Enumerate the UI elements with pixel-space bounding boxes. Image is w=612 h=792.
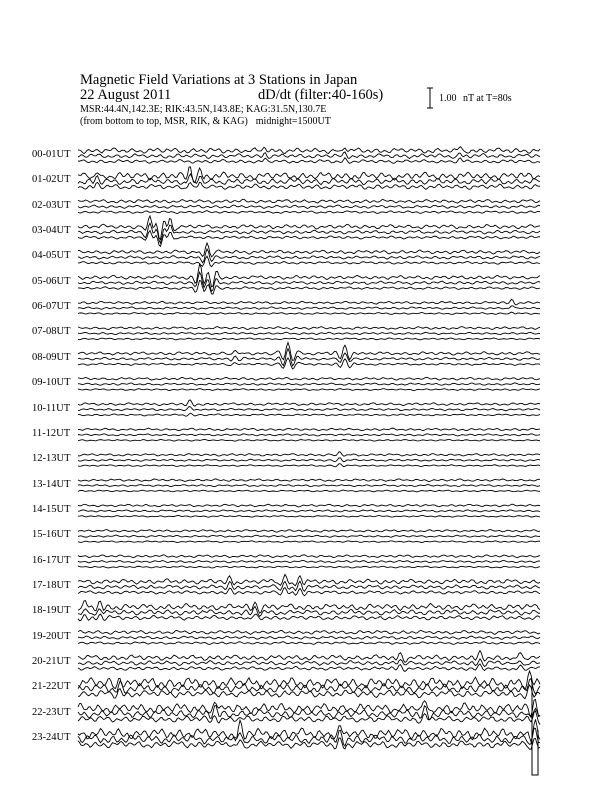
trace-04-05UT-KAG [78,243,540,257]
row-label-08-09UT: 08-09UT [32,351,71,363]
order-note: (from bottom to top, MSR, RIK, & KAG) [80,116,248,127]
trace-00-01UT-RIK [78,152,540,159]
trace-04-05UT-RIK [78,249,540,263]
trace-17-18UT-RIK [78,581,540,591]
trace-00-01UT-KAG [78,147,540,154]
trace-21-22UT-KAG [78,671,540,690]
trace-02-03UT-RIK [78,205,540,208]
trace-09-10UT-MSR [78,389,540,391]
trace-20-21UT-KAG [78,651,540,663]
row-label-20-21UT: 20-21UT [32,656,71,667]
row-label-02-03UT: 02-03UT [32,199,71,211]
trace-16-17UT-MSR [78,566,540,568]
trace-10-11UT-RIK [78,407,540,411]
trace-10-11UT-KAG [78,400,540,406]
row-label-09-10UT: 09-10UT [32,377,71,389]
row-label-16-17UT: 16-17UT [32,554,71,566]
chart-title: Magnetic Field Variations at 3 Stations in Japan [80,72,358,88]
trace-18-19UT-MSR [78,614,540,621]
trace-16-17UT-RIK [78,560,540,562]
trace-09-10UT-RIK [78,383,540,385]
row-label-04-05UT: 04-05UT [32,250,71,262]
trace-17-18UT-MSR [78,588,540,596]
midnight-note: midnight=1500UT [255,116,331,127]
trace-11-12UT-RIK [78,434,540,436]
row-label-12-13UT: 12-13UT [32,453,71,465]
trace-15-16UT-RIK [78,535,540,537]
trace-14-15UT-RIK [78,510,540,512]
trace-01-02UT-MSR [78,182,540,189]
row-label-19-20UT: 19-20UT [32,630,71,642]
trace-19-20UT-KAG [78,630,540,634]
trace-02-03UT-KAG [78,199,540,203]
row-label-23-24UT: 23-24UT [32,732,71,744]
trace-06-07UT-RIK [78,306,540,309]
row-label-00-01UT: 00-01UT [32,149,71,160]
trace-19-20UT-RIK [78,636,540,639]
row-label-10-11UT: 10-11UT [32,402,71,414]
row-label-11-12UT: 11-12UT [32,427,71,439]
trace-15-16UT-MSR [78,541,540,543]
trace-21-22UT-MSR [78,685,540,699]
row-label-06-07UT: 06-07UT [32,301,71,313]
row-label-21-22UT: 21-22UT [32,681,71,693]
trace-07-08UT-MSR [78,338,540,340]
trace-09-10UT-KAG [78,377,540,380]
traces [78,147,540,775]
trace-12-13UT-RIK [78,458,540,462]
trace-08-09UT-RIK [78,349,540,366]
trace-12-13UT-MSR [78,464,540,467]
row-label-01-02UT: 01-02UT [32,174,71,186]
trace-15-16UT-KAG [78,530,540,533]
trace-08-09UT-MSR [78,358,540,369]
trace-18-19UT-RIK [78,606,540,616]
trace-01-02UT-KAG [78,167,540,183]
trace-12-13UT-KAG [78,452,540,456]
trace-20-21UT-MSR [78,664,540,672]
trace-10-11UT-MSR [78,413,540,416]
row-label-15-16UT: 15-16UT [32,529,71,541]
trace-07-08UT-RIK [78,332,540,334]
trace-14-15UT-KAG [78,504,540,507]
trace-13-14UT-RIK [78,485,540,487]
trace-14-15UT-MSR [78,515,540,517]
filter-label: dD/dt (filter:40-160s) [258,87,384,103]
row-label-07-08UT: 07-08UT [32,326,71,338]
trace-19-20UT-MSR [78,642,540,645]
trace-13-14UT-KAG [78,479,540,482]
trace-11-12UT-KAG [78,428,540,431]
trace-07-08UT-KAG [78,327,540,330]
trace-11-12UT-MSR [78,439,540,441]
trace-16-17UT-KAG [78,555,540,558]
date-label: 22 August 2011 [80,87,172,103]
row-label-13-14UT: 13-14UT [32,478,71,490]
trace-17-18UT-KAG [78,574,540,585]
row-label-05-06UT: 05-06UT [32,275,71,287]
trace-06-07UT-KAG [78,299,540,305]
row-label-17-18UT: 17-18UT [32,579,71,591]
station-coordinates: MSR:44.4N,142.3E; RIK:43.5N,143.8E; KAG:31.5N,130.7E [80,104,327,115]
trace-02-03UT-MSR [78,211,540,214]
row-label-18-19UT: 18-19UT [32,605,71,617]
row-label-22-23UT: 22-23UT [32,706,71,718]
trace-00-01UT-MSR [78,158,540,164]
trace-13-14UT-MSR [78,490,540,492]
trace-06-07UT-MSR [78,312,540,314]
trace-23-24UT-KAG [78,719,540,741]
scale-bar [427,88,433,108]
row-label-14-15UT: 14-15UT [32,503,71,515]
scale-value: 1.00 [439,93,457,104]
scale-unit: nT at T=80s [463,93,512,104]
row-label-03-04UT: 03-04UT [32,225,71,237]
